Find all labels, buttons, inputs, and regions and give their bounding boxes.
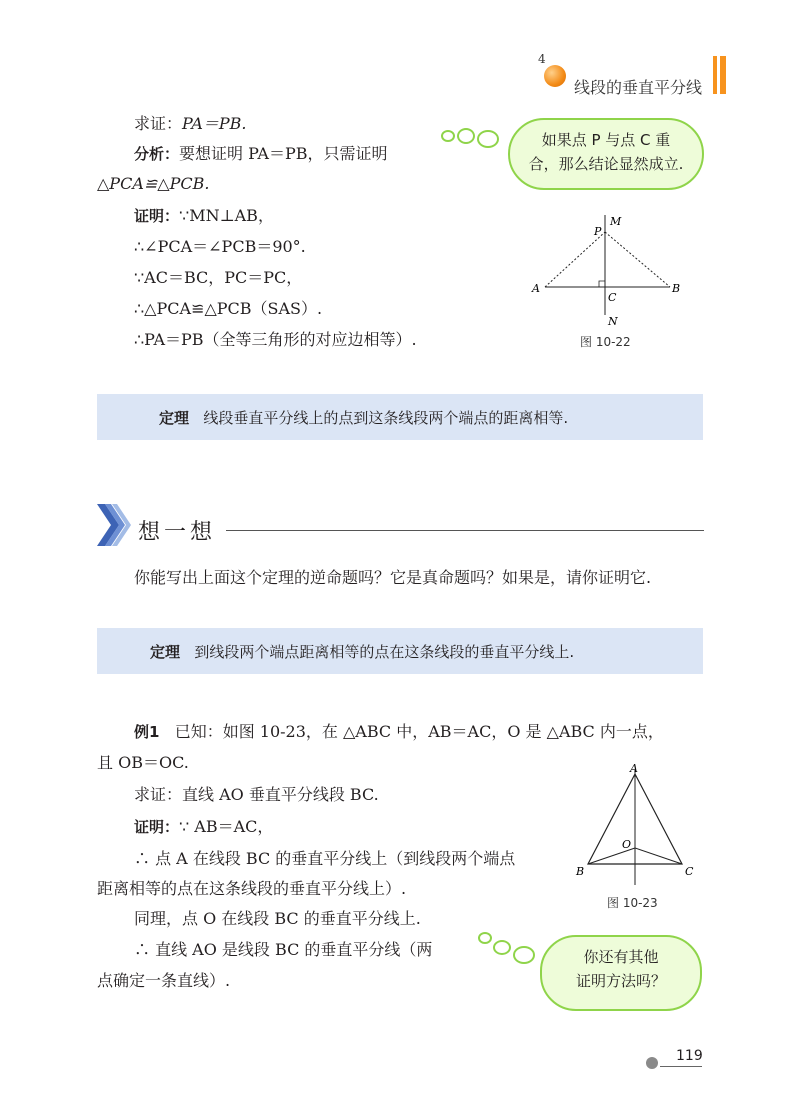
prove-statement: [134, 113, 246, 135]
analysis-label: 分析：: [134, 145, 180, 163]
label-m: M: [610, 215, 622, 228]
theorem-text: 线段垂直平分线上的点到这条线段两个端点的距离相等.: [203, 409, 569, 427]
proof-line-3: ∵AC＝BC，PC＝PC，: [134, 268, 303, 287]
chapter-ball-icon: [544, 65, 566, 87]
example-proof-line-3: 距离相等的点在这条线段的垂直平分线上）.: [97, 879, 407, 898]
label-n: N: [608, 315, 618, 328]
analysis-line-2: △PCA≌△PCB.: [97, 174, 210, 193]
example-prove: 求证：直线 AO 垂直平分线段 BC.: [134, 785, 379, 804]
thought-bubble: [513, 946, 535, 964]
thought-bubble: [477, 130, 499, 148]
proof-text: ∵MN⊥AB，: [179, 206, 274, 225]
header-accent-bar: [720, 56, 726, 94]
figure-10-23: [570, 760, 705, 890]
analysis-line-1: [134, 143, 387, 165]
example-label: 例1: [134, 723, 160, 741]
theorem-box: [97, 394, 703, 440]
page-rule: [660, 1066, 702, 1067]
example-given-line-2: 且 OB＝OC.: [97, 753, 189, 772]
example-given-text: 已知：如图 10-23，在 △ABC 中，AB＝AC，O 是 △ABC 内一点，: [174, 722, 664, 741]
proof-line-1: [134, 205, 274, 227]
cloud-line-2: 证明方法吗？: [575, 972, 666, 990]
example-proof-line-4: 同理，点 O 在线段 BC 的垂直平分线上.: [134, 909, 421, 928]
header-accent-bar: [713, 56, 717, 94]
page-number: 119: [676, 1048, 703, 1064]
theorem-tag: 定理: [150, 643, 181, 661]
label-a: A: [630, 762, 638, 775]
proof-line-4: ∴△PCA≌△PCB（SAS）.: [134, 299, 323, 318]
segment-pb: [605, 232, 670, 287]
section-rule: [226, 530, 704, 531]
label-p: P: [594, 225, 602, 238]
cloud-line-2: 合，那么结论显然成立.: [528, 155, 684, 173]
label-c: C: [608, 291, 617, 304]
thought-bubble: [493, 940, 511, 955]
analysis-text: 要想证明 PA＝PB，只需证明: [179, 144, 388, 163]
prove-label: 求证：: [134, 114, 183, 133]
segment-pa: [545, 232, 605, 287]
thought-bubble: [478, 932, 492, 944]
label-a: A: [532, 282, 540, 295]
thought-bubble: [457, 128, 475, 144]
proof-line-2: ∴∠PCA＝∠PCB＝90°.: [134, 237, 306, 256]
example-proof-line-6: 点确定一条直线）.: [97, 971, 231, 990]
right-angle-mark: [599, 281, 605, 287]
figure-10-22: [520, 210, 700, 330]
page-dot-icon: [646, 1057, 658, 1069]
example-proof-line-2: ∴ 点 A 在线段 BC 的垂直平分线上（到线段两个端点: [134, 849, 516, 868]
chapter-title: 线段的垂直平分线: [574, 78, 703, 97]
figure-caption: 图 10-22: [580, 335, 631, 349]
example-given-line-1: [134, 721, 664, 743]
chevron-arrows-icon: [97, 500, 137, 550]
cloud-line-1: 你还有其他: [583, 948, 659, 966]
label-c: C: [685, 865, 694, 878]
thought-cloud: [508, 118, 704, 190]
figure-caption: 图 10-23: [607, 896, 658, 910]
label-b: B: [576, 865, 585, 878]
example-proof-line-5: ∴ 直线 AO 是线段 BC 的垂直平分线（两: [134, 940, 433, 959]
example-proof-line-1: [134, 816, 273, 838]
chapter-number: 4: [538, 52, 546, 66]
thought-bubble: [441, 130, 455, 142]
label-o: O: [622, 838, 632, 851]
theorem-tag: 定理: [159, 409, 190, 427]
proof-label: 证明：: [134, 818, 180, 836]
proof-text: ∵ AB＝AC，: [179, 817, 274, 836]
cloud-line-1: 如果点 P 与点 C 重: [541, 131, 671, 149]
think-question: 你能写出上面这个定理的逆命题吗？它是真命题吗？如果是，请你证明它.: [134, 568, 652, 587]
theorem-text: 到线段两个端点距离相等的点在这条线段的垂直平分线上.: [194, 643, 575, 661]
proof-label: 证明：: [134, 207, 180, 225]
label-b: B: [672, 282, 681, 295]
theorem-box: [97, 628, 703, 674]
proof-line-5: ∴PA＝PB（全等三角形的对应边相等）.: [134, 330, 417, 349]
section-title: 想一想: [138, 520, 217, 545]
thought-cloud: [540, 935, 702, 1011]
prove-text: PA＝PB.: [182, 114, 247, 133]
